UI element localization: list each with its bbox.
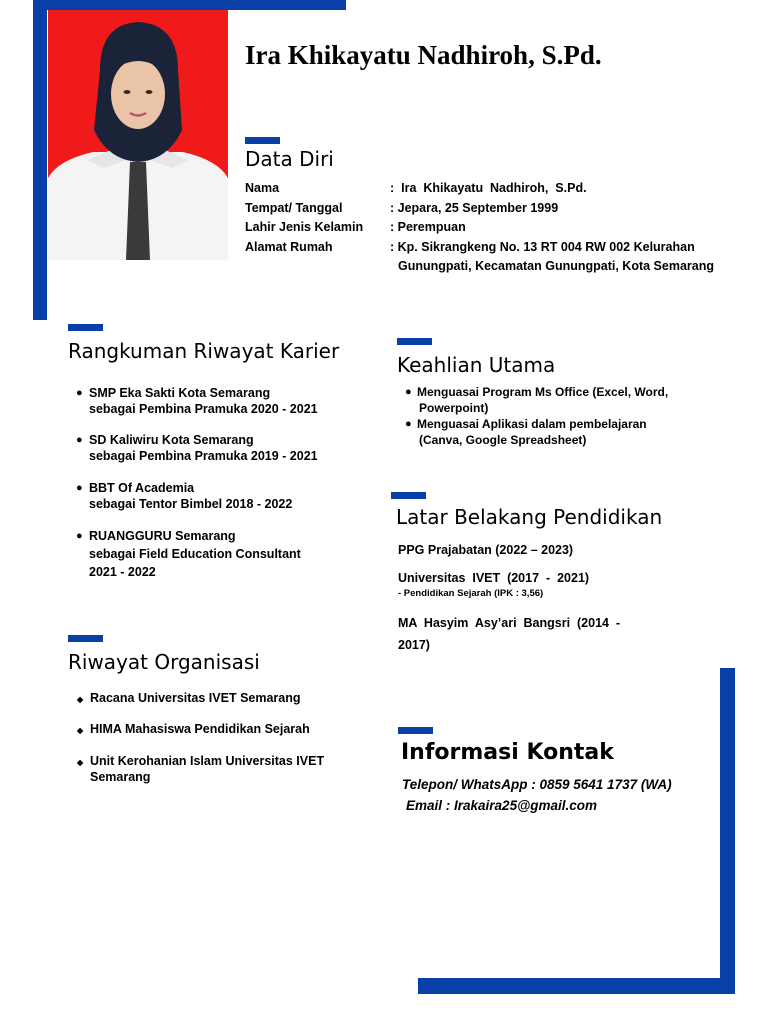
karier-item: ● SD Kaliwiru Kota Semarang sebagai Pembina Pramuka 2019 - 2021: [76, 433, 318, 463]
data-diri-heading: Data Diri: [245, 147, 334, 171]
edu-univ: Universitas IVET (2017 - 2021): [398, 571, 590, 585]
organisasi-heading: Riwayat Organisasi: [68, 650, 260, 674]
data-diri-labels: [245, 179, 385, 257]
kontak-heading: Informasi Kontak: [401, 740, 614, 765]
label-nama: Nama: [245, 181, 280, 195]
pendidikan-accent: [391, 492, 426, 499]
label-jenis-kelamin: Lahir Jenis Kelamin: [245, 220, 364, 234]
contact-email: Email : Irakaira25@gmail.com: [406, 798, 598, 813]
edu-ma-line2: 2017): [398, 638, 430, 652]
organisasi-item: ◆ Unit Kerohanian Islam Universitas IVET Semarang: [77, 754, 325, 784]
bullet-icon: ●: [76, 434, 83, 446]
organisasi-item: ◆ HIMA Mahasiswa Pendidikan Sejarah: [90, 721, 310, 737]
contact-phone: Telepon/ WhatsApp : 0859 5641 1737 (WA): [402, 777, 672, 792]
bullet-icon: ●: [76, 387, 83, 399]
value-alamat: : Kp. Sikrangkeng No. 13 RT 004 RW 002 Kelurahan: [390, 239, 695, 254]
bullet-icon: ●: [76, 482, 83, 494]
frame-right-bar: [720, 668, 735, 994]
karier-item: ● BBT Of Academia sebagai Tentor Bimbel 2018 - 2022: [76, 481, 293, 511]
value-nama: : Ira Khikayatu Nadhiroh, S.Pd.: [390, 181, 587, 195]
full-name: Ira Khikayatu Nadhiroh, S.Pd.: [245, 40, 602, 70]
data-diri-values: [390, 179, 735, 277]
karier-accent: [68, 324, 103, 331]
value-jenis-kelamin: : Perempuan: [390, 220, 466, 234]
keahlian-item: ● Menguasai Program Ms Office (Excel, Word, Powerpoint): [405, 385, 669, 415]
bullet-icon: ●: [76, 530, 83, 542]
label-alamat: Alamat Rumah: [245, 239, 333, 254]
frame-left-bar: [33, 0, 47, 320]
value-tempat: : Jepara, 25 September 1999: [390, 200, 559, 215]
bullet-icon: ●: [405, 418, 412, 430]
keahlian-item: ● Menguasai Aplikasi dalam pembelajaran (Canva, Google Spreadsheet): [405, 417, 647, 447]
organisasi-item: ◆ Racana Universitas IVET Semarang: [90, 690, 301, 706]
frame-bottom-bar: [418, 978, 735, 994]
edu-univ-note: - Pendidikan Sejarah (IPK : 3,56): [398, 588, 544, 599]
bullet-icon: ◆: [77, 695, 84, 704]
pendidikan-heading: Latar Belakang Pendidikan: [396, 505, 663, 529]
frame-top-bar: [33, 0, 346, 10]
bullet-icon: ◆: [77, 758, 84, 767]
organisasi-accent: [68, 635, 103, 642]
karier-item: ● RUANGGURU Semarang sebagai Field Education Consultant 2021 - 2022: [76, 529, 301, 579]
data-diri-accent: [245, 137, 280, 144]
label-tempat: Tempat/ Tanggal: [245, 200, 343, 215]
keahlian-heading: Keahlian Utama: [397, 353, 556, 377]
bullet-icon: ●: [405, 386, 412, 398]
keahlian-accent: [397, 338, 432, 345]
karier-heading: Rangkuman Riwayat Karier: [68, 339, 340, 363]
karier-item: ● SMP Eka Sakti Kota Semarang sebagai Pembina Pramuka 2020 - 2021: [76, 386, 318, 416]
kontak-accent: [398, 727, 433, 734]
bullet-icon: ◆: [77, 726, 84, 735]
edu-ppg: PPG Prajabatan (2022 – 2023): [398, 543, 574, 557]
profile-photo: [48, 10, 228, 260]
value-alamat-cont: Gunungpati, Kecamatan Gunungpati, Kota Semarang: [398, 259, 715, 273]
edu-ma-line1: MA Hasyim Asy’ari Bangsri (2014 -: [398, 616, 621, 630]
